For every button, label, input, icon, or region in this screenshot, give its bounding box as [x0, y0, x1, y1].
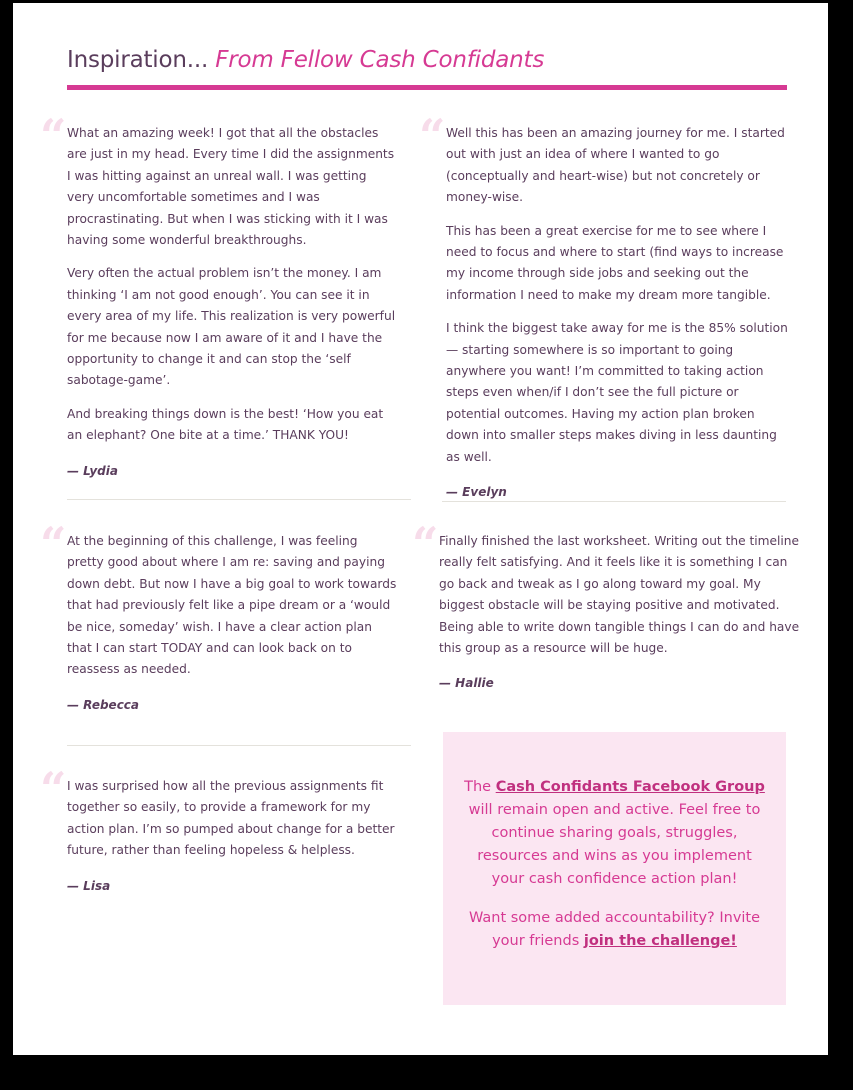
testimonial-paragraph: Well this has been an amazing journey for me. I started out with just an idea of where I wanted to go (conceptually and heart-wise) but not concretely or money-wise. [446, 126, 785, 205]
testimonial-paragraph: And breaking things down is the best! ‘How you eat an elephant? One bite at a time.’ THANK YOU! [67, 406, 384, 443]
testimonial-evelyn [419, 109, 791, 504]
testimonial-lisa [40, 762, 402, 897]
cta-facebook-paragraph [461, 776, 768, 891]
cta-box [443, 732, 786, 1005]
title-prefix: Inspiration... [67, 47, 209, 73]
cta-text: Want some added accountability? Invite your friends [468, 910, 761, 949]
testimonial-paragraph: I think the biggest take away for me is the 85% solution — starting somewhere is so important to going anywhere you want! I’m committed to taking action steps even when/if I don’t see the full picture or potential outcomes. Having my action plan broken down into smaller steps makes diving in less daunting as well. [446, 321, 788, 464]
divider [67, 499, 411, 500]
testimonial-rebecca [40, 517, 397, 716]
testimonial-paragraph: This has been a great exercise for me to see where I need to focus and where to start (find ways to increase my income through side jobs and seeking out the information I need to make my dream more tangible. [446, 223, 784, 302]
quote-icon: “ [419, 109, 446, 163]
title-underline [67, 85, 787, 90]
facebook-group-link[interactable]: Cash Confidants Facebook Group [495, 779, 765, 795]
testimonial-paragraph: What an amazing week! I got that all the obstacles are just in my head. Every time I did the assignments I was hitting against an unreal wall. I was getting very uncomfortable sometimes and I was procrastinating. But when I was sticking with it I was having some wonderful breakthroughs. [67, 126, 395, 248]
quote-icon: “ [40, 109, 67, 163]
divider [67, 745, 411, 746]
testimonial-author: — Lisa [67, 878, 111, 893]
document-page [13, 3, 828, 1055]
quote-icon: “ [412, 517, 439, 571]
divider [442, 501, 786, 502]
testimonial-paragraph: I was surprised how all the previous assignments fit together so easily, to provide a framework for my action plan. I’m so pumped about change for a better future, rather than feeling hopeless & helpless. [67, 779, 395, 858]
testimonial-lydia [40, 109, 397, 482]
cta-challenge-paragraph [461, 907, 768, 953]
title-accent: From Fellow Cash Confidants [215, 47, 545, 73]
testimonial-author: — Lydia [67, 463, 118, 478]
testimonial-paragraph: Very often the actual problem isn’t the money. I am thinking ‘I am not good enough’. You can see it in every area of my life. This realization is very powerful for me because now I am aware of it and I have the opportunity to change it and can stop the ‘self sabotage-game’. [67, 266, 396, 388]
testimonial-hallie [412, 517, 801, 695]
testimonial-paragraph: At the beginning of this challenge, I was feeling pretty good about where I am re: saving and paying down debt. But now I have a big goal to work towards that had previously felt like a pipe dream or a ‘would be nice, someday’ wish. I have a clear action plan that I can start TODAY and can look back on to reassess as needed. [67, 534, 397, 677]
testimonial-author: — Rebecca [67, 697, 140, 712]
quote-icon: “ [40, 762, 67, 816]
page-title [67, 47, 544, 73]
cta-text: will remain open and active. Feel free to continue sharing goals, struggles, resources and wins as you implement your cash confidence action plan! [468, 802, 761, 887]
join-challenge-link[interactable]: join the challenge! [583, 933, 737, 949]
cta-text: The [464, 779, 496, 795]
testimonial-author: — Evelyn [446, 485, 507, 500]
testimonial-paragraph: Finally finished the last worksheet. Writing out the timeline really felt satisfying. And it feels like it is something I can go back and tweak as I go along toward my goal. My biggest obstacle will be staying positive and motivated. Being able to write down tangible things I can do and have this group as a resource will be huge. [439, 534, 800, 656]
testimonial-author: — Hallie [439, 676, 494, 691]
quote-icon: “ [40, 517, 67, 571]
